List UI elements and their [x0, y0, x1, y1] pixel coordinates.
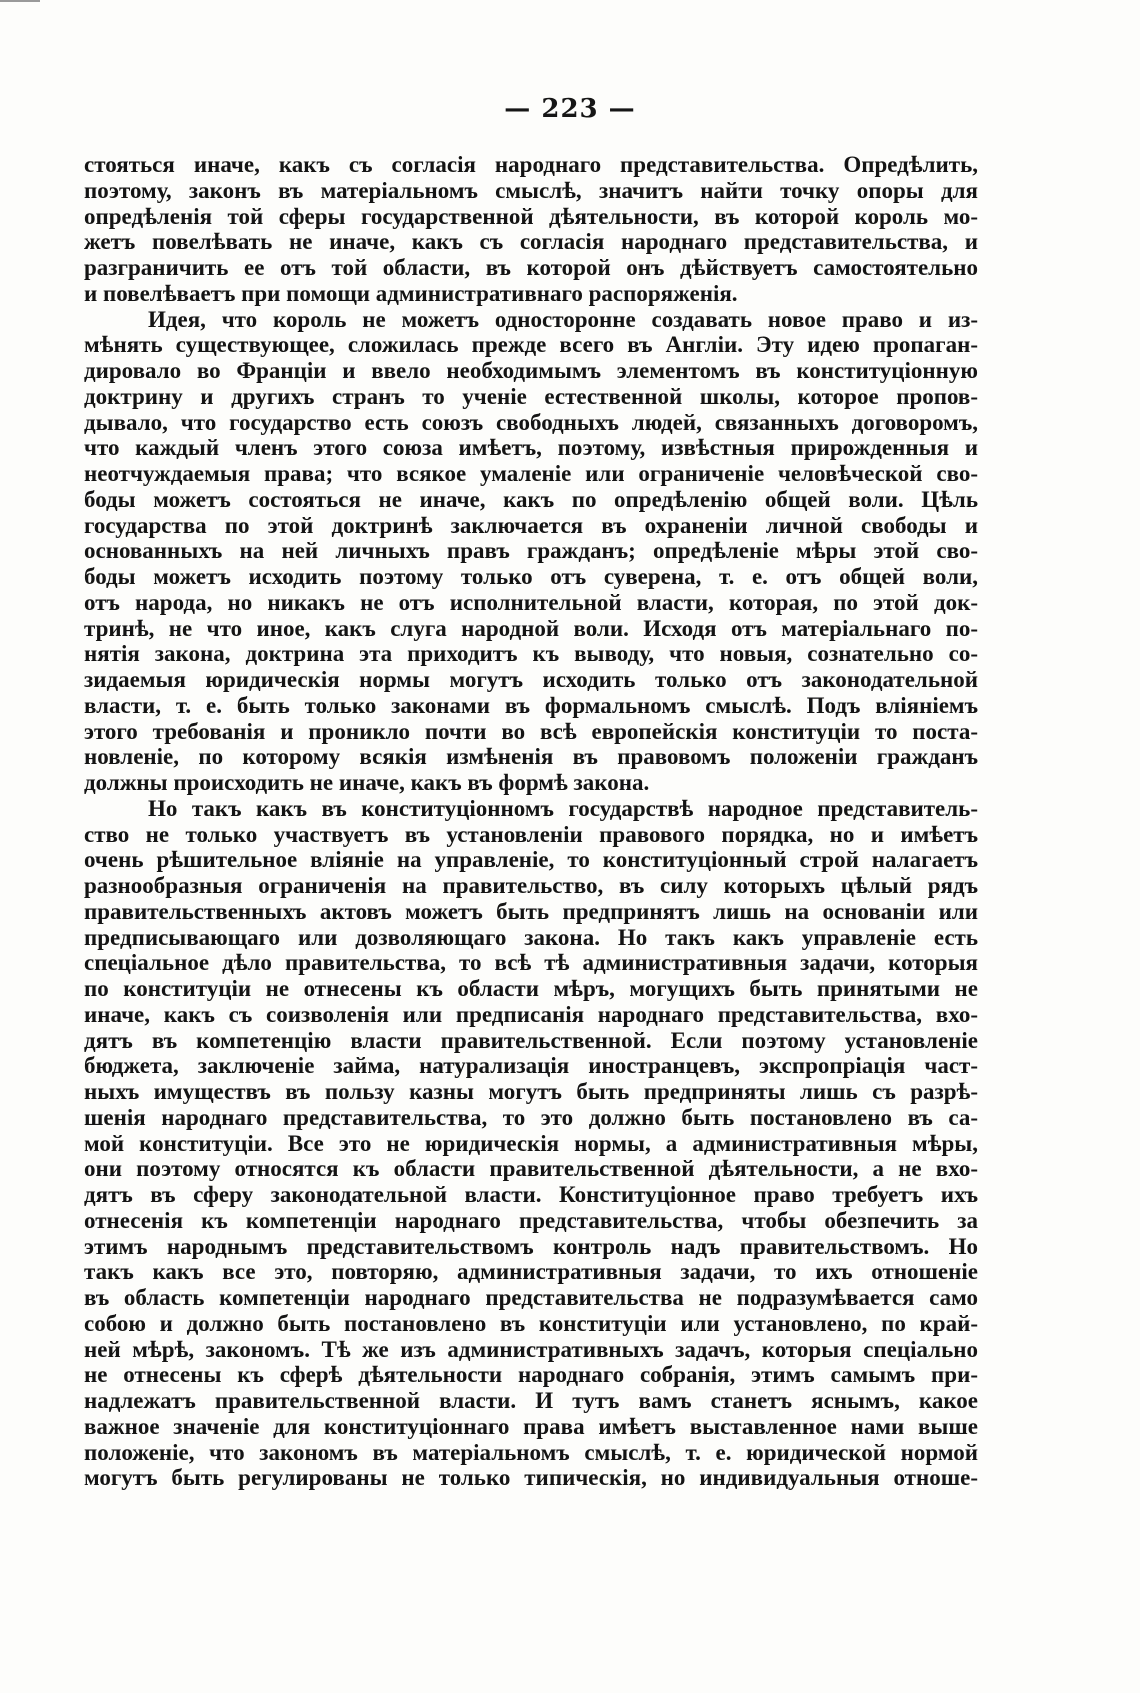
page-number: — 223 — [504, 94, 636, 124]
text-line: предписывающаго или дозволяющаго закона. Но такъ какъ управленіе есть [84, 924, 978, 950]
text-line: такъ какъ все это, повторяю, административныя задачи, то ихъ отношеніе [84, 1259, 978, 1285]
text-line: важное значеніе для конституціоннаго права имѣетъ выставленное нами выше [84, 1413, 978, 1439]
text-line: власти, т. е. быть только законами въ формальномъ смыслѣ. Подъ вліяніемъ [84, 692, 978, 718]
text-line: дятъ въ компетенцію власти правительственной. Если поэтому установленіе [84, 1027, 978, 1053]
text-line: въ область компетенціи народнаго представительства не подразумѣвается само [84, 1285, 978, 1310]
text-line: должны происходить не иначе, какъ въ формѣ закона. [84, 770, 650, 795]
text-line: поэтому, законъ въ матеріальномъ смыслѣ, значитъ найти точку опоры для [84, 177, 978, 203]
paragraph [84, 152, 978, 307]
text-line: государства по этой доктринѣ заключается въ охраненіи личной свободы и [84, 512, 978, 538]
text-line: зидаемыя юридическія нормы могутъ исходить только отъ законодательной [84, 667, 978, 692]
text-line: новленіе, по которому всякія измѣненія въ правовомъ положеніи гражданъ [84, 744, 978, 770]
text-line: мой конституціи. Все это не юридическія нормы, а административныя мѣры, [84, 1130, 978, 1156]
text-line: шенія народнаго представительства, то это должно быть постановлено въ са- [84, 1104, 978, 1130]
text-line: правительственныхъ актовъ можетъ быть предпринятъ лишь на основаніи или [84, 898, 978, 924]
text-line: дятъ въ сферу законодательной власти. Конституціонное право требуетъ ихъ [84, 1182, 978, 1207]
text-line: положеніе, что закономъ въ матеріальномъ смыслѣ, т. е. юридической нормой [84, 1439, 978, 1465]
text-line: неотчуждаемыя права; что всякое умаленіе или ограниченіе человѣческой сво- [84, 461, 978, 486]
text-line: спеціальное дѣло правительства, то всѣ тѣ административныя задачи, которыя [84, 950, 978, 976]
text-line: этимъ народнымъ представительствомъ контроль надъ правительствомъ. Но [84, 1233, 978, 1259]
text-line: доктрину и другихъ странъ то ученіе естественной школы, которое пропов- [84, 383, 978, 409]
text-line: бюджета, заключеніе займа, натурализація иностранцевъ, экспропріація част- [84, 1053, 978, 1079]
text-line: опредѣленія той сферы государственной дѣятельности, въ которой король мо- [84, 203, 978, 229]
text-line: дывало, что государство есть союзъ свободныхъ людей, связанныхъ договоромъ, [84, 409, 978, 435]
text-line: отъ народа, но никакъ не отъ исполнительной власти, которая, по этой док- [84, 589, 978, 615]
text-line: отнесенія къ компетенціи народнаго представительства, чтобы обезпечить за [84, 1207, 978, 1233]
text-line: дировало во Франціи и ввело необходимымъ элементомъ въ конституціонную [84, 358, 978, 383]
text-line: ныхъ имуществъ въ пользу казны могутъ быть предприняты лишь съ разрѣ- [84, 1079, 978, 1104]
text-line: мѣнять существующее, сложилась прежде всего въ Англіи. Эту идею пропаган- [84, 332, 978, 358]
text-line: нятія закона, доктрина эта приходитъ къ выводу, что новыя, сознательно со- [84, 641, 978, 667]
text-line: иначе, какъ съ соизволенія или предписанія народнаго представительства, вхо- [84, 1001, 978, 1027]
text-line: собою и должно быть постановлено въ конституціи или установлено, по край- [84, 1310, 978, 1336]
text-line: тринѣ, не что иное, какъ слуга народной воли. Исходя отъ матеріальнаго по- [84, 615, 978, 641]
text-line: разнообразныя ограниченія на правительство, въ силу которыхъ цѣлый рядъ [84, 873, 978, 898]
text-line: и повелѣваетъ при помощи административнаго распоряженія. [84, 280, 738, 306]
scan-edge-mark [0, 0, 40, 6]
paragraph [84, 796, 978, 1491]
text-line: надлежатъ правительственной власти. И тутъ вамъ станетъ яснымъ, какое [84, 1388, 978, 1413]
body-text [84, 152, 978, 1491]
text-line: они поэтому относятся къ области правительственной дѣятельности, а не вхо- [84, 1156, 978, 1182]
text-line: ство не только участвуетъ въ установленіи правового порядка, но и имѣетъ [84, 821, 978, 847]
text-line: основанныхъ на ней личныхъ правъ гражданъ; опредѣленіе мѣры этой сво- [84, 538, 978, 564]
text-line: боды можетъ исходить поэтому только отъ суверена, т. е. отъ общей воли, [84, 564, 978, 589]
text-line: что каждый членъ этого союза имѣетъ, поэтому, извѣстныя прирожденныя и [84, 435, 978, 461]
paragraph [84, 307, 978, 796]
text-line: Но такъ какъ въ конституціонномъ государствѣ народное представитель- [148, 795, 978, 821]
text-line: стояться иначе, какъ съ согласія народнаго представительства. Опредѣлить, [84, 152, 978, 177]
text-line: очень рѣшительное вліяніе на управленіе, то конституціонный строй налагаетъ [84, 847, 978, 873]
text-line: по конституціи не отнесены къ области мѣръ, могущихъ быть принятыми не [84, 976, 978, 1001]
text-line: жетъ повелѣвать не иначе, какъ съ согласія народнаго представительства, и [84, 229, 978, 255]
text-line: могутъ быть регулированы не только типическія, но индивидуальныя отноше- [84, 1465, 978, 1491]
text-line: ней мѣрѣ, закономъ. Тѣ же изъ административныхъ задачъ, которыя спеціально [84, 1336, 978, 1362]
text-line: боды можетъ состояться не иначе, какъ по опредѣленію общей воли. Цѣль [84, 486, 978, 512]
text-line: разграничить ее отъ той области, въ которой онъ дѣйствуетъ самостоятельно [84, 255, 978, 280]
text-line: не отнесены къ сферѣ дѣятельности народнаго собранія, этимъ самымъ при- [84, 1362, 978, 1388]
text-line: этого требованія и проникло почти во всѣ европейскія конституціи то поста- [84, 718, 978, 744]
text-line: Идея, что король не можетъ односторонне создавать новое право и из- [148, 306, 978, 332]
